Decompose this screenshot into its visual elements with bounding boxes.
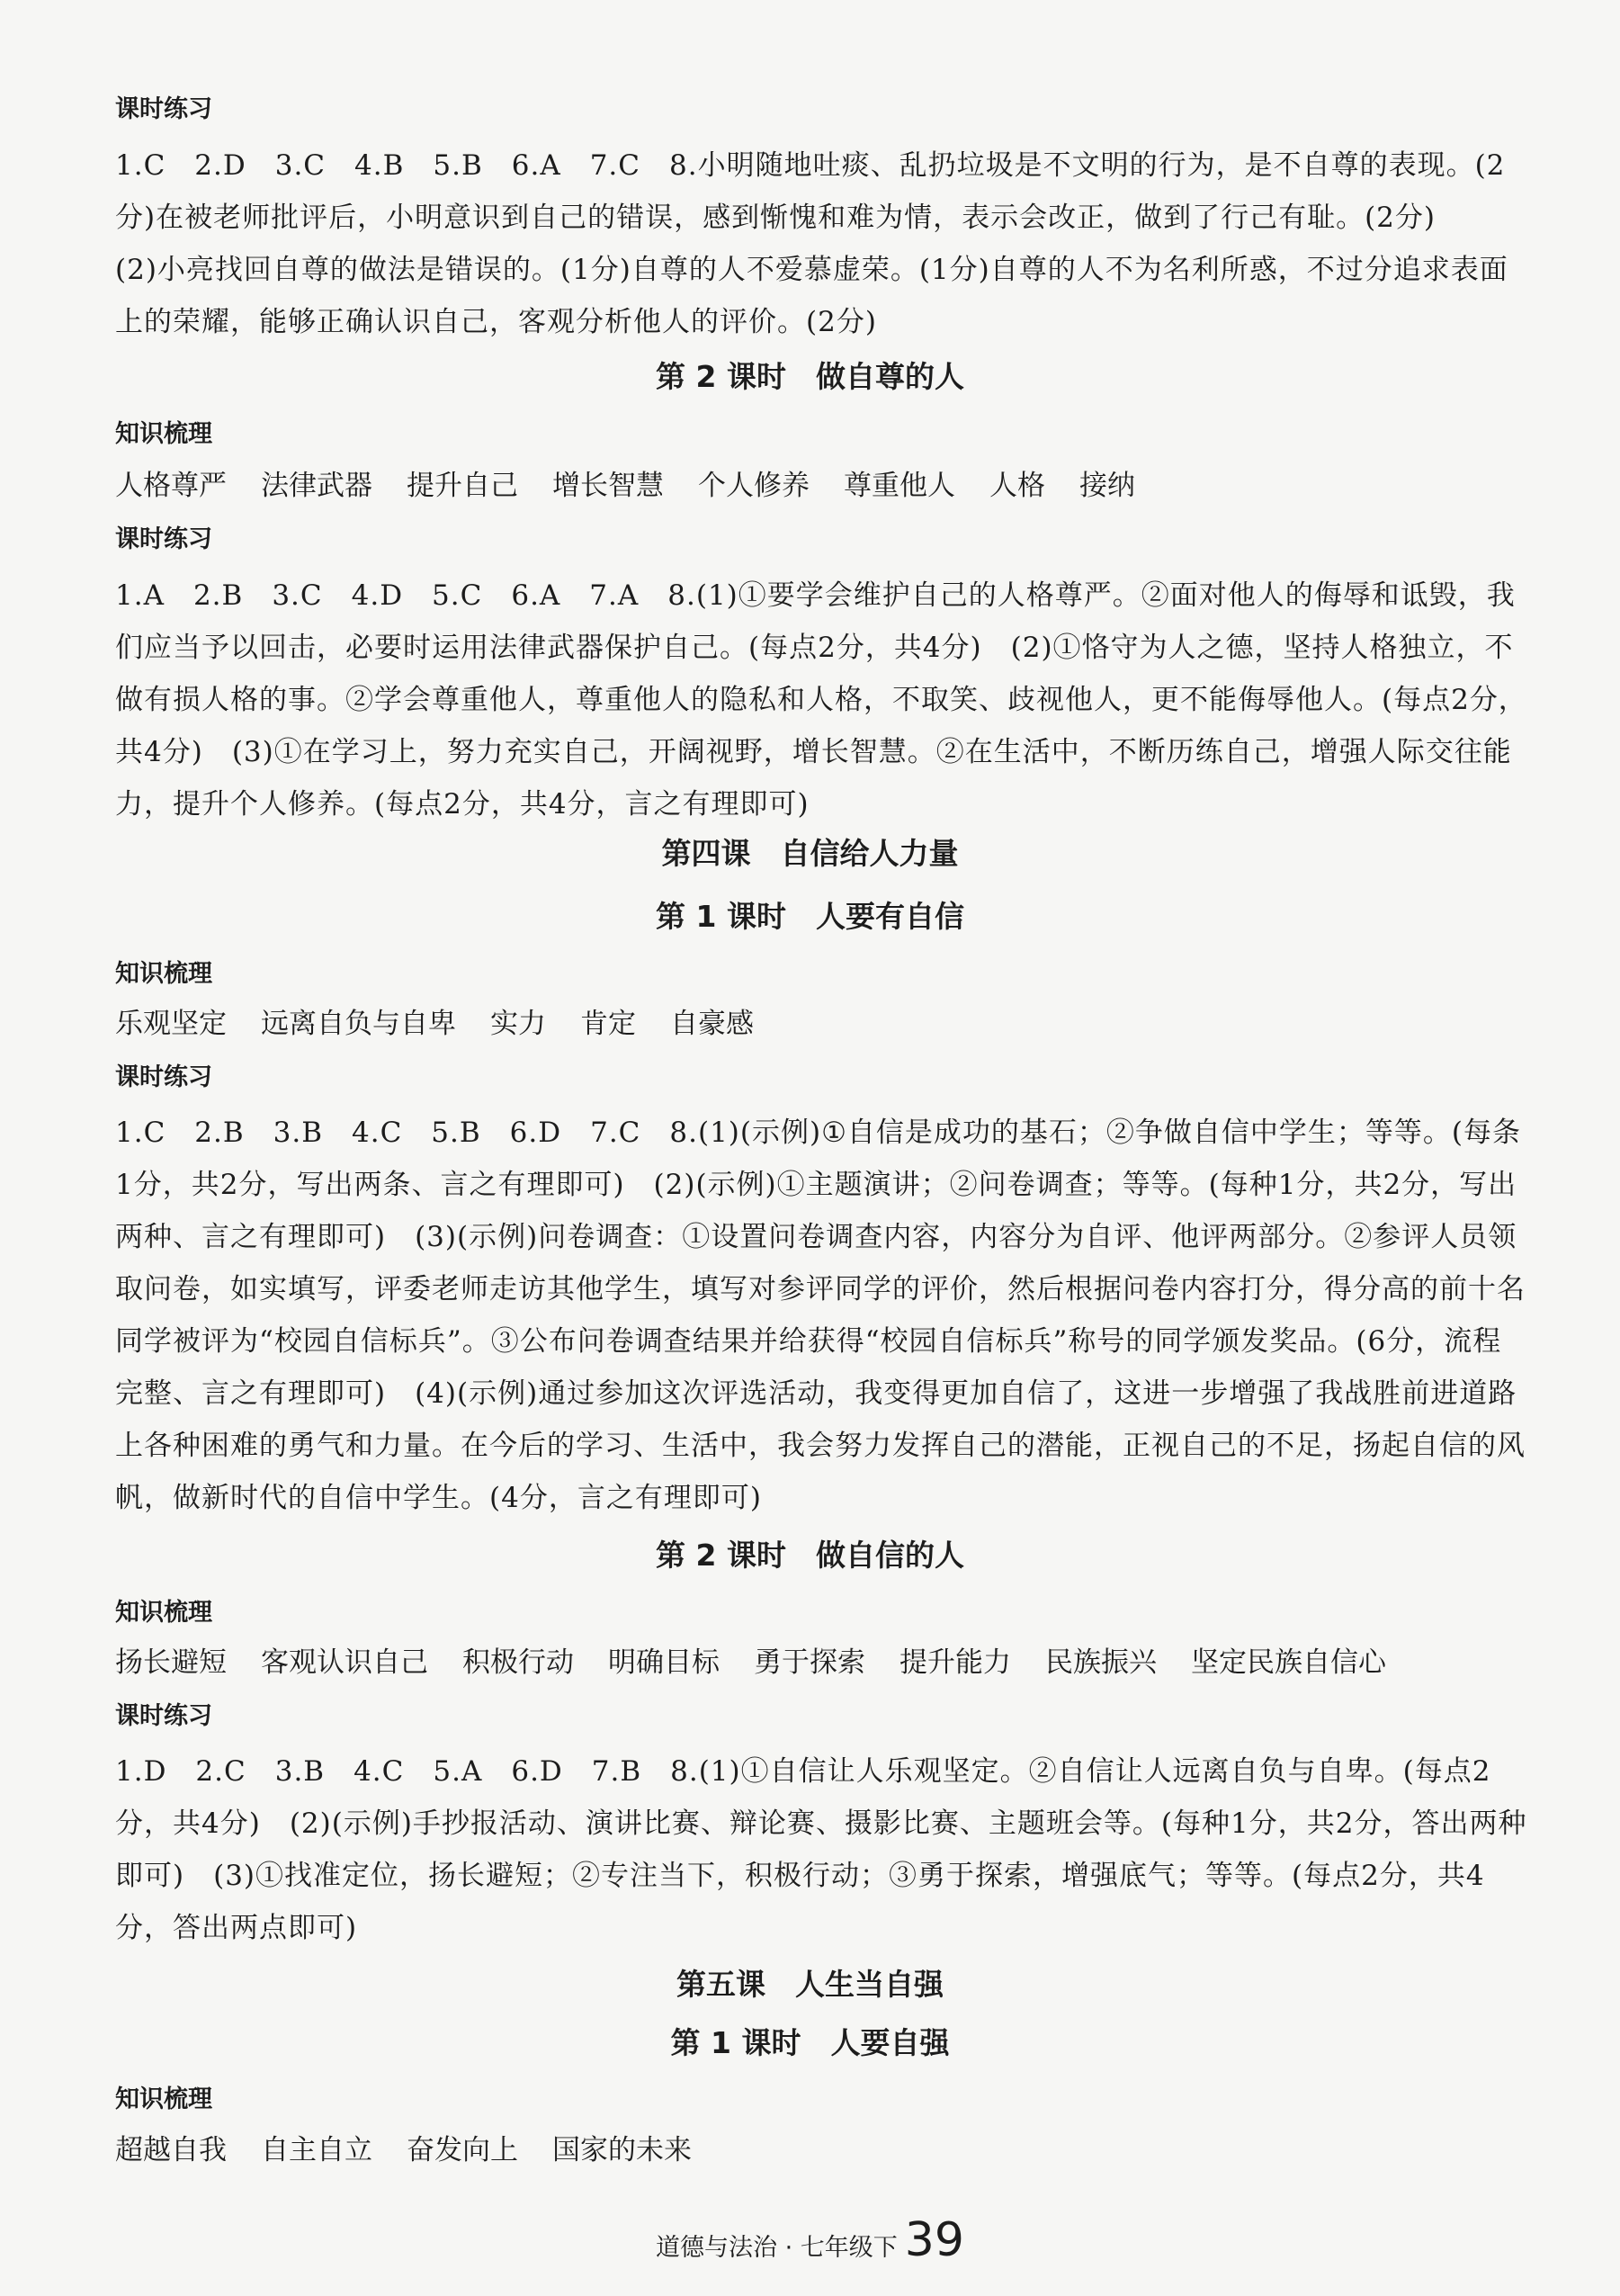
- keyword: 自主自立: [261, 2134, 372, 2166]
- lesson-title: 第 2 课时 做自信的人: [656, 1538, 964, 1573]
- keyword: 扬长避短: [115, 1646, 227, 1679]
- keyword: 个人修养: [698, 470, 810, 502]
- keyword: 民族振兴: [1045, 1646, 1157, 1679]
- keyword-list: [115, 1640, 1527, 1685]
- lesson-title: 第 1 课时 人要有自信: [656, 899, 964, 934]
- practice-answers-4: 1.D 2.C 3.B 4.C 5.A 6.D 7.B 8.(1)①自信让人乐观坚定。②自信让人远离自负与自卑。(每点2分，共4分) (2)(示例)手抄报活动、演讲比赛、辩论赛、摄影比赛、主题班会等。(每种1分，共2分，答出两种即可) (3)①找准定位，扬长避短；②专注当下，积极行动；③勇于探索，增强底气；等等。(每点2分，共4分，答出两点即可): [115, 1755, 1527, 1944]
- keyword: 提升能力: [900, 1646, 1011, 1679]
- keyword-list: [115, 2128, 1527, 2173]
- section-label-practice: 课时练习: [115, 525, 212, 553]
- keyword: 远离自负与自卑: [261, 1008, 456, 1040]
- section-label-practice: 课时练习: [115, 95, 212, 123]
- lesson-title: 第 2 课时 做自尊的人: [656, 359, 964, 394]
- section-label-practice: 课时练习: [115, 1702, 212, 1730]
- keyword: 提升自己: [407, 470, 518, 502]
- practice-answers-1: 1.C 2.D 3.C 4.B 5.B 6.A 7.C 8.小明随地吐痰、乱扔垃圾是不文明的行为，是不自尊的表现。(2分)在被老师批评后，小明意识到自己的错误，感到惭愧和难为情，表示会改正，做到了行己有耻。(2分) (2)小亮找回自尊的做法是错误的。(1分)自尊的人不爱慕虚荣。(1分)自尊的人不为名利所惑，不过分追求表面上的荣耀，能够正确认识自己，客观分析他人的评价。(2分): [115, 149, 1508, 338]
- keyword: 尊重他人: [844, 470, 955, 502]
- keyword: 人格尊严: [115, 470, 227, 502]
- keyword-list: [115, 463, 1527, 508]
- chapter-title: 第四课 自信给人力量: [661, 836, 959, 871]
- keyword: 实力: [490, 1008, 546, 1040]
- keyword: 坚定民族自信心: [1191, 1646, 1386, 1679]
- keyword: 超越自我: [115, 2134, 227, 2166]
- keyword: 奋发向上: [407, 2134, 518, 2166]
- keyword: 国家的未来: [552, 2134, 692, 2166]
- section-label-knowledge: 知识梳理: [115, 1599, 212, 1627]
- lesson-title: 第 1 课时 人要自强: [670, 2025, 950, 2060]
- keyword-list: [115, 1001, 1527, 1046]
- keyword: 自豪感: [670, 1008, 754, 1040]
- practice-answers-3: 1.C 2.B 3.B 4.C 5.B 6.D 7.C 8.(1)(示例)①自信是成功的基石；②争做自信中学生；等等。(每条1分，共2分，写出两条、言之有理即可) (2)(示例)①主题演讲；②问卷调查；等等。(每种1分，共2分，写出两种、言之有理即可) (3)(示例)问卷调查：①设置问卷调查内容，内容分为自评、他评两部分。②参评人员领取问卷，如实填写，评委老师走访其他学生，填写对参评同学的评价，然后根据问卷内容打分，得分高的前十名同学被评为“校园自信标兵”。③公布问卷调查结果并给获得“校园自信标兵”称号的同学颁发奖品。(6分，流程完整、言之有理即可) (4)(示例)通过参加这次评选活动，我变得更加自信了，这进一步增强了我战胜前进道路上各种困难的勇气和力量。在今后的学习、生活中，我会努力发挥自己的潜能，正视自己的不足，扬起自信的风帆，做新时代的自信中学生。(4分，言之有理即可): [115, 1117, 1526, 1514]
- section-label-practice: 课时练习: [115, 1063, 212, 1091]
- keyword: 法律武器: [261, 470, 372, 502]
- keyword: 肯定: [580, 1008, 636, 1040]
- keyword: 明确目标: [608, 1646, 720, 1679]
- keyword: 乐观坚定: [115, 1008, 227, 1040]
- keyword: 人格: [989, 470, 1045, 502]
- keyword: 积极行动: [462, 1646, 574, 1679]
- footer-subject: 道德与法治 · 七年级下: [656, 2234, 898, 2262]
- page-number: 39: [904, 2213, 964, 2267]
- section-label-knowledge: 知识梳理: [115, 420, 212, 448]
- section-label-knowledge: 知识梳理: [115, 2085, 212, 2113]
- keyword: 勇于探索: [754, 1646, 865, 1679]
- section-label-knowledge: 知识梳理: [115, 960, 212, 988]
- practice-answers-2: 1.A 2.B 3.C 4.D 5.C 6.A 7.A 8.(1)①要学会维护自己的人格尊严。②面对他人的侮辱和诋毁，我们应当予以回击，必要时运用法律武器保护自己。(每点2分，共4分) (2)①恪守为人之德，坚持人格独立，不做有损人格的事。②学会尊重他人，尊重他人的隐私和人格，不取笑、歧视他人，更不能侮辱他人。(每点2分，共4分) (3)①在学习上，努力充实自己，开阔视野，增长智慧。②在生活中，不断历练自己，增强人际交往能力，提升个人修养。(每点2分，共4分，言之有理即可): [115, 579, 1527, 821]
- chapter-title: 第五课 人生当自强: [676, 1967, 944, 2002]
- keyword: 客观认识自己: [261, 1646, 428, 1679]
- keyword: 接纳: [1079, 470, 1135, 502]
- page-footer: [0, 2213, 1620, 2267]
- keyword: 增长智慧: [552, 470, 664, 502]
